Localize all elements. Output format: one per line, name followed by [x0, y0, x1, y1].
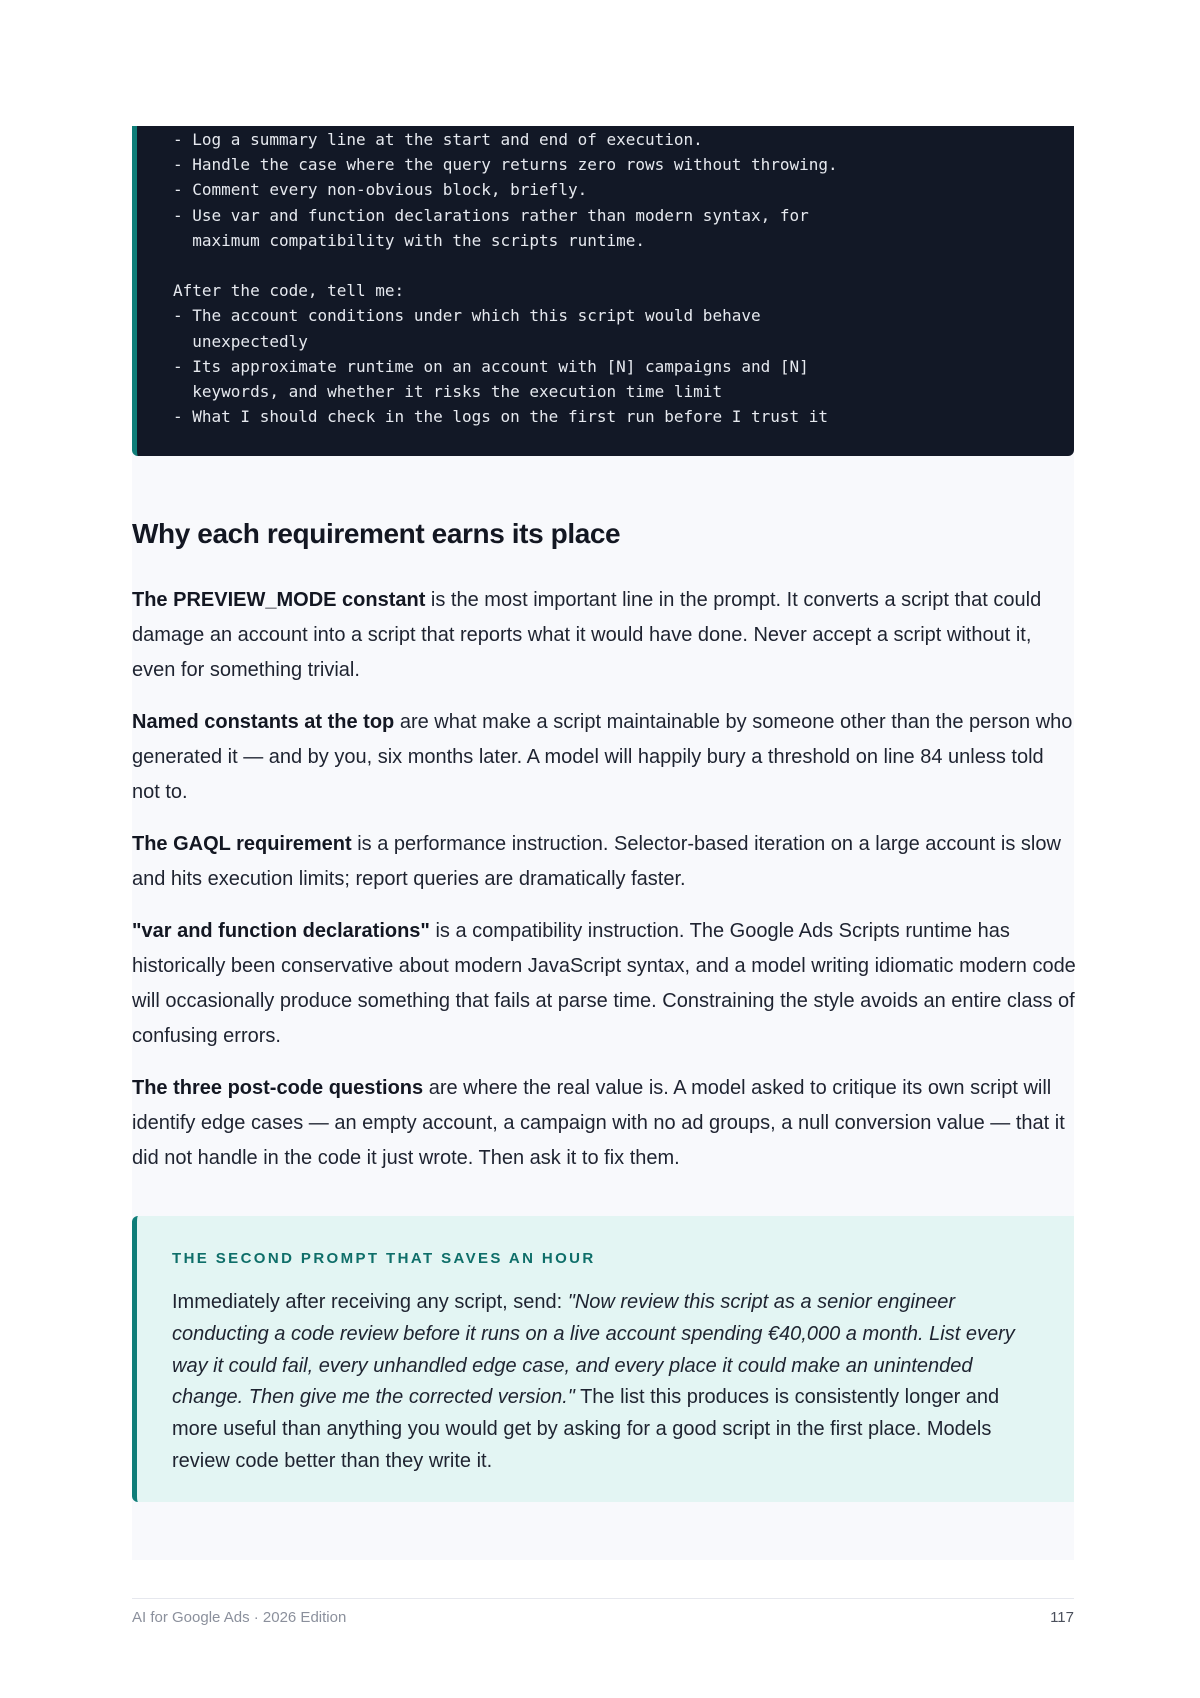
callout-quote: "Now review this script as a senior engineer conducting a code review before it runs on a live account spending €40,000 a month. List every way it could fail, every unhandled edge case, and every place it could make an unintended change. Then give me the corrected version." — [172, 1291, 1015, 1409]
code-line: - The account conditions under which this script would behave — [173, 306, 761, 326]
callout-intro: Immediately after receiving any script, send: — [172, 1291, 568, 1313]
code-line: - Comment every non-obvious block, briefly. — [173, 180, 588, 200]
paragraph-var-function — [132, 914, 1076, 1054]
paragraph-post-code-questions — [132, 1071, 1076, 1176]
paragraph-lead: The three post-code questions — [132, 1077, 424, 1099]
code-block — [132, 126, 1074, 456]
paragraph-lead: "var and function declarations" — [132, 920, 430, 942]
paragraph-gaql — [132, 827, 1076, 897]
code-line: - Its approximate runtime on an account with [N] campaigns and [N] — [173, 356, 809, 376]
callout-title: THE SECOND PROMPT THAT SAVES AN HOUR — [172, 1250, 596, 1267]
paragraph-text: is a compatibility instruction. The Google Ads Scripts runtime has historically been conservative about modern JavaScript syntax, and a model writing idiomatic modern code will occasionally produce something that fails at parse time. Constraining the style avoids an entire class of confusing errors. — [132, 920, 1076, 1047]
callout-body — [172, 1287, 1034, 1478]
code-line: - Handle the case where the query returns zero rows without throwing. — [173, 155, 838, 175]
paragraph-named-constants — [132, 705, 1076, 810]
paragraph-text: is the most important line in the prompt. It converts a script that could damage an account into a script that reports what it would have done. Never accept a script without it, even for something trivial. — [132, 589, 1042, 681]
footer-page-number: 117 — [1050, 1609, 1074, 1626]
paragraph-text: is a performance instruction. Selector-based iteration on a large account is slow and hits execution limits; report queries are dramatically faster. — [132, 833, 1061, 890]
paragraph-preview-mode — [132, 583, 1076, 688]
paragraph-text: are what make a script maintainable by someone other than the person who generated it — and by you, six months later. A model will happily bury a threshold on line 84 unless told not to. — [132, 711, 1073, 803]
code-line: - Log a summary line at the start and end of execution. — [173, 130, 703, 149]
section-heading: Why each requirement earns its place — [132, 518, 621, 549]
code-line: - What I should check in the logs on the first run before I trust it — [173, 407, 829, 427]
footer-divider — [132, 1598, 1074, 1599]
code-line: unexpectedly — [173, 331, 308, 351]
code-line: - Use var and function declarations rather than modern syntax, for — [173, 205, 809, 225]
paragraph-lead: Named constants at the top — [132, 711, 395, 733]
paragraph-text: are where the real value is. A model asked to critique its own script will identify edge cases — an empty account, a campaign with no ad groups, a null conversion value — that it did not handle in the code it just wrote. Then ask it to fix them. — [132, 1077, 1065, 1169]
code-line: After the code, tell me: — [173, 281, 405, 301]
callout-outro: The list this produces is consistently longer and more useful than anything you would get by asking for a good script in the first place. Models review code better than they write it. — [172, 1386, 1000, 1472]
code-line: maximum compatibility with the scripts runtime. — [173, 230, 646, 250]
paragraph-lead: The PREVIEW_MODE constant — [132, 589, 426, 611]
tip-callout — [132, 1216, 1074, 1502]
footer-book-title: AI for Google Ads · 2026 Edition — [132, 1609, 347, 1626]
code-line: keywords, and whether it risks the execution time limit — [173, 382, 723, 402]
paragraph-lead: The GAQL requirement — [132, 833, 352, 855]
